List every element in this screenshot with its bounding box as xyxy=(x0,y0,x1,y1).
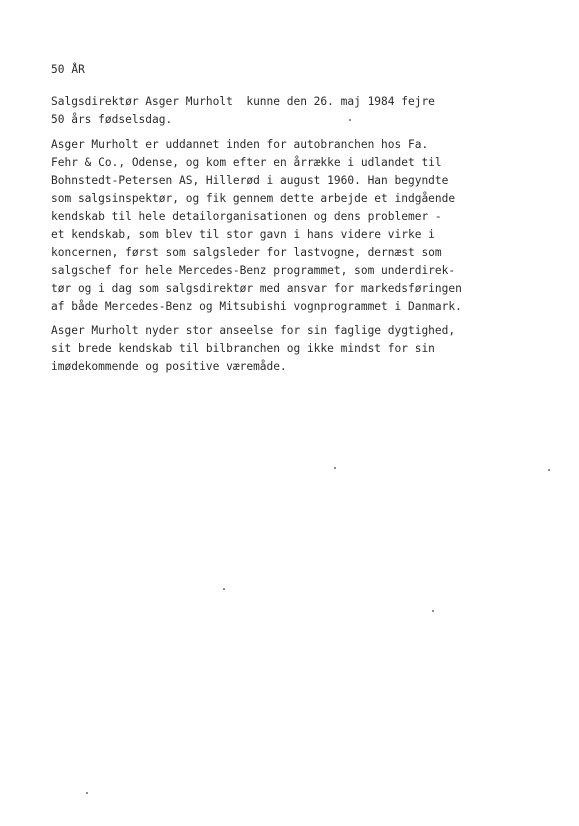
text-line: koncernen, først som salgsleder for lastvogne, dernæst som xyxy=(51,246,442,259)
paragraph-birthday xyxy=(51,93,435,129)
text-line: salgschef for hele Mercedes-Benz programmet, som underdirek- xyxy=(51,264,456,277)
text-line: kendskab til hele detailorganisationen og dens problemer - xyxy=(51,210,442,223)
text-line: sit brede kendskab til bilbranchen og ikke mindst for sin xyxy=(51,342,435,355)
text-line: af både Mercedes-Benz og Mitsubishi vognprogrammet i Danmark. xyxy=(51,300,462,313)
text-line: Fehr & Co., Odense, og kom efter en årrække i udlandet til xyxy=(51,156,442,169)
text-line: 50 års fødselsdag. xyxy=(51,113,173,126)
text-line: imødekommende og positive væremåde. xyxy=(51,360,287,373)
text-line: et kendskab, som blev til stor gavn i hans videre virke i xyxy=(51,228,435,241)
scan-speck xyxy=(548,469,550,471)
paragraph-reputation xyxy=(51,322,455,376)
scan-speck xyxy=(86,792,88,794)
text-line: Asger Murholt nyder stor anseelse for sin faglige dygtighed, xyxy=(51,324,456,337)
text-line: Salgsdirektør Asger Murholt kunne den 26. maj 1984 fejre xyxy=(51,95,435,108)
text-line: Bohnstedt-Petersen AS, Hillerød i august 1960. Han begyndte xyxy=(51,174,449,187)
scan-speck xyxy=(223,588,225,590)
scan-speck xyxy=(334,467,336,469)
text-line: Asger Murholt er uddannet inden for autobranchen hos Fa. xyxy=(51,138,429,151)
paragraph-career xyxy=(51,136,462,316)
document-heading: 50 ÅR xyxy=(51,63,85,76)
text-line: som salgsinspektør, og fik gennem dette arbejde et indgående xyxy=(51,192,456,205)
scan-speck xyxy=(349,119,351,121)
scan-speck xyxy=(432,610,434,612)
text-line: tør og i dag som salgsdirektør med ansvar for markedsføringen xyxy=(51,282,462,295)
